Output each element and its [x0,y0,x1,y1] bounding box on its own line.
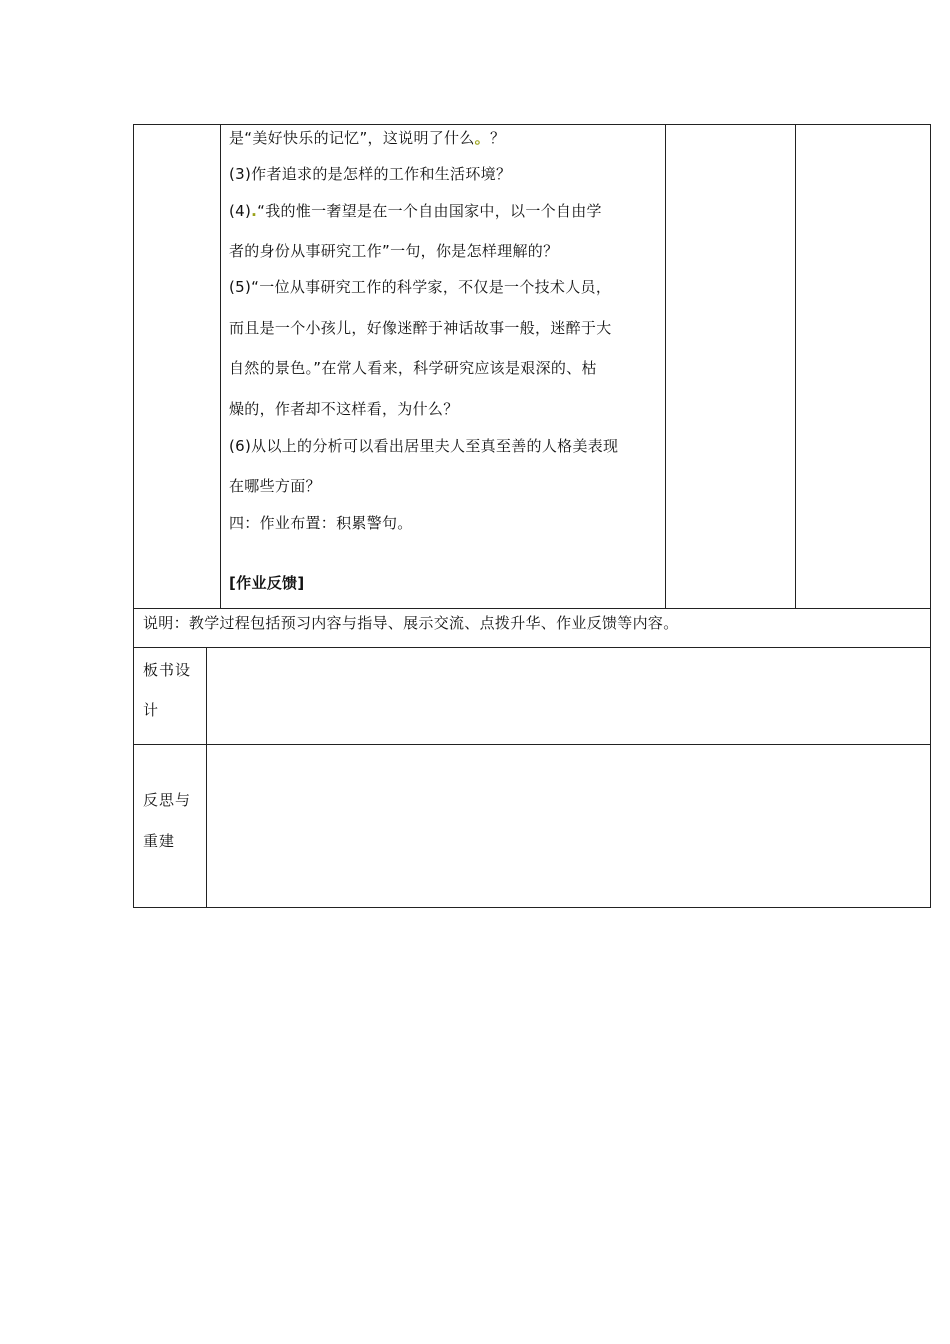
line-text: 四：作业布置：积累警句。 [229,514,413,532]
explanation-note: 说明：教学过程包括预习内容与指导、展示交流、点拨升华、作业反馈等内容。 [143,614,679,632]
line-text: 而且是一个小孩儿，好像迷醉于神话故事一般，迷醉于大 [229,319,612,337]
label-column-divider [206,647,207,908]
line-text-end: “我的惟一奢望是在一个自由国家中，以一个自由学 [257,202,602,220]
table-left-border [133,124,134,908]
column-divider-1 [220,124,221,609]
line-mark: 。 [474,129,490,147]
reflection-label-line1: 反思与 [143,791,192,809]
reflection-label-line2: 重建 [143,832,176,850]
board-design-label-line2: 计 [143,701,160,719]
lesson-line [229,277,611,297]
homework-feedback-heading [229,573,305,593]
board-design-label-line1: 板书设 [143,661,192,679]
line-text: 自然的景色。”在常人看来，科学研究应该是艰深的、枯 [229,359,597,377]
line-text: (3)作者追求的是怎样的工作和生活环境？ [229,165,512,183]
line-mark: . [251,202,258,220]
lesson-line [229,164,511,184]
lesson-line [229,513,413,533]
line-text-end: ？ [489,129,506,147]
lesson-line [229,399,459,419]
lesson-line [229,358,597,378]
line-text: (6)从以上的分析可以看出居里夫人至真至善的人格美表现 [229,437,619,455]
line-text: 者的身份从事研究工作”一句，你是怎样理解的？ [229,242,559,260]
lesson-line [229,476,321,496]
lesson-line [229,201,602,221]
column-divider-2 [665,124,666,609]
column-divider-3 [795,124,796,609]
line-text: (4) [229,202,252,220]
table-bottom-border [133,907,931,908]
table-right-border [930,124,931,908]
lesson-line [229,318,612,338]
lesson-line [229,436,618,456]
feedback-text: [作业反馈] [229,574,305,592]
lesson-line [229,241,558,261]
row-divider-note [133,608,931,609]
line-text: 在哪些方面？ [229,477,321,495]
row-divider-board [133,647,931,648]
line-text: (5)“一位从事研究工作的科学家，不仅是一个技术人员， [229,278,612,296]
lesson-line [229,128,505,148]
table-top-border [133,124,931,125]
row-divider-reflection [133,744,931,745]
line-text: 是“美好快乐的记忆”，这说明了什么 [229,129,475,147]
line-text: 燥的，作者却不这样看，为什么？ [229,400,459,418]
